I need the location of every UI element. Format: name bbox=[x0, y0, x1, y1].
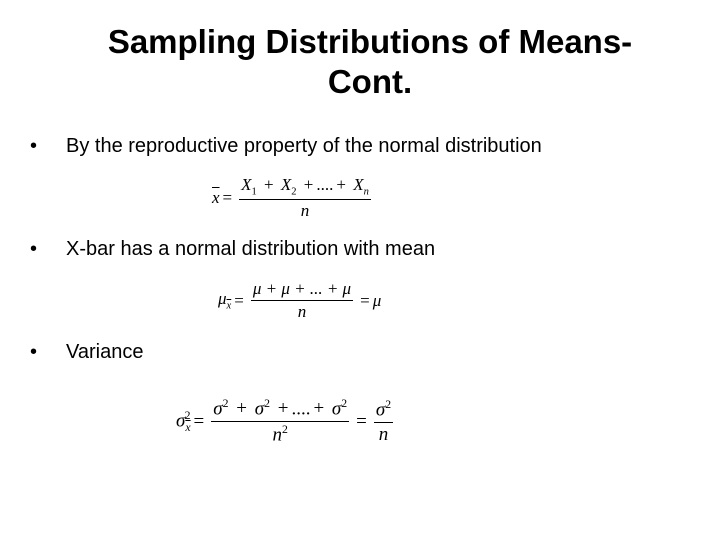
bullet-marker: • bbox=[30, 238, 38, 260]
bullet-item-3 bbox=[30, 340, 143, 364]
bullet-text-1: By the reproductive property of the normal distribution bbox=[66, 135, 542, 157]
bullet-marker: • bbox=[30, 341, 38, 363]
slide-title bbox=[40, 22, 700, 102]
bullet-text-3: Variance bbox=[66, 341, 144, 363]
equation-mean-result: μ bbox=[372, 290, 382, 310]
equation-mean-of-xbar: $\mu_{\overline{x}}$ = $\frac{\mu + \mu + ... + \mu}{n}$ = μ bbox=[218, 279, 382, 321]
bullet-item-2 bbox=[30, 237, 435, 261]
bullet-item-1 bbox=[30, 134, 542, 158]
equation-variance-of-xbar: $\sigma_{\overline{x}}^2$ = $\frac{\sigma^2 + \sigma^2 + .... + \sigma^2}{n^2}$ = $\frac{\sigma^2}{n}$ bbox=[176, 397, 392, 446]
equation-mean-fraction bbox=[251, 280, 353, 321]
equation-sample-mean-lhs: $\overline{x}$ bbox=[212, 188, 220, 208]
equation-variance-denominator: $n^2$ bbox=[272, 423, 288, 446]
slide-title-line-2: Cont. bbox=[327, 63, 413, 100]
equation-variance-result: $\frac{\sigma^2}{n}$ bbox=[375, 397, 392, 445]
equation-mean-numerator: μ + μ + ... + μ bbox=[252, 279, 352, 298]
equation-variance-lhs: $\sigma_{\overline{x}}^2$ bbox=[176, 409, 191, 435]
slide-title-line-1: Sampling Distributions of Means- bbox=[107, 23, 633, 60]
equation-sample-mean: $\overline{x}$ = $\frac{X_1 + X_2 + .... + X_n}{n}$ bbox=[212, 175, 369, 220]
equation-mean-denominator: n bbox=[297, 301, 307, 321]
equation-mean-lhs: $\mu_{\overline{x}}$ bbox=[218, 289, 232, 312]
equation-sample-mean-denominator: n bbox=[300, 200, 310, 220]
equation-sample-mean-fraction bbox=[239, 176, 371, 221]
equation-variance-numerator: $\sigma^2 + \sigma^2$ + .... + $\sigma^2$ bbox=[211, 398, 349, 422]
bullet-marker: • bbox=[30, 135, 38, 157]
equation-sample-mean-numerator: $X_1 + X_2$ + .... + $X_n$ bbox=[239, 176, 371, 200]
bullet-text-2: X-bar has a normal distribution with mean bbox=[66, 238, 436, 260]
equation-variance-fraction bbox=[211, 398, 349, 446]
